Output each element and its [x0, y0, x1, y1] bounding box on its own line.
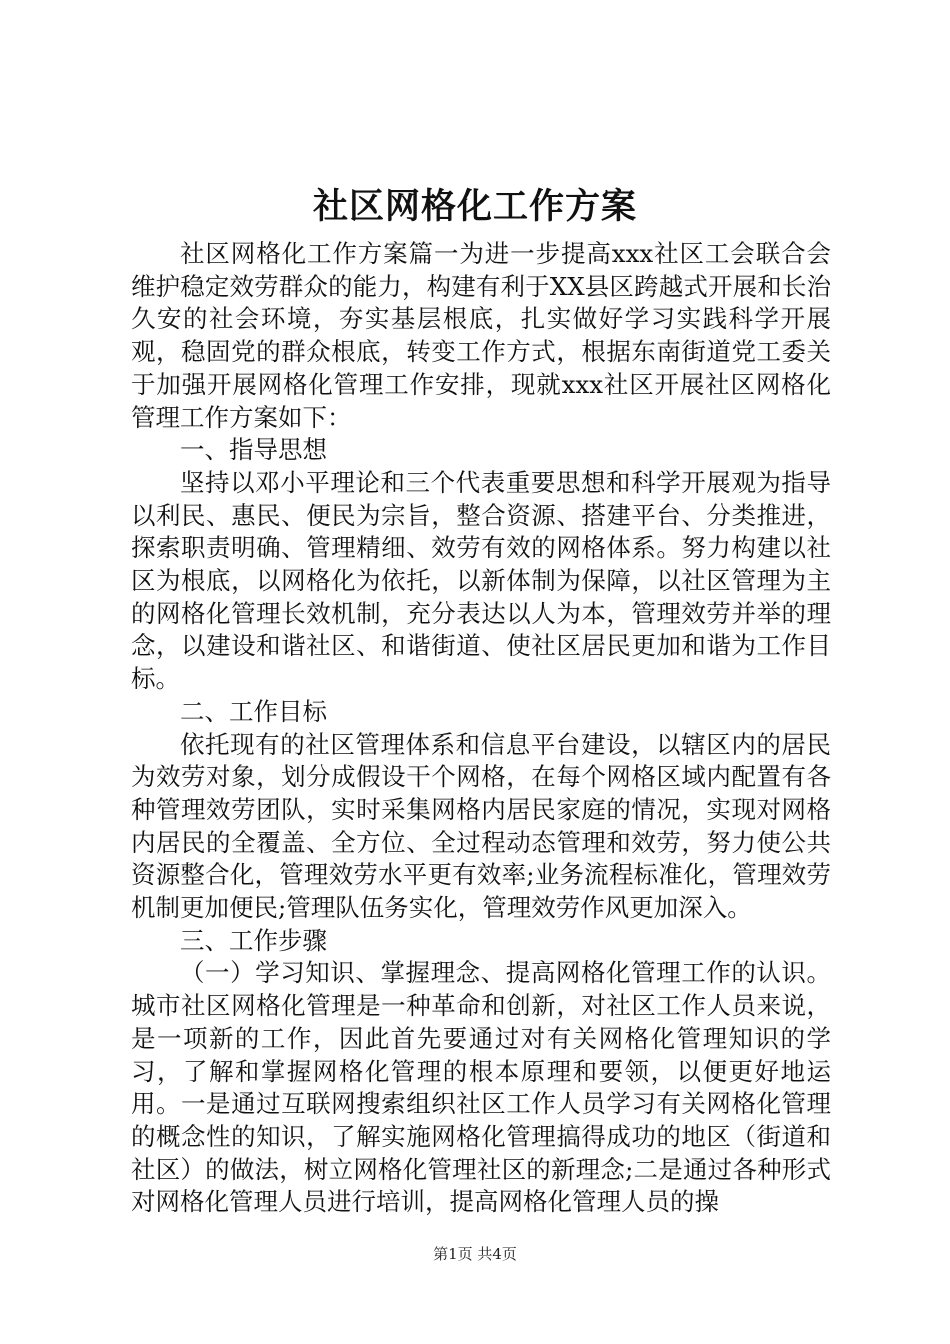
document-title: 社区网格化工作方案	[312, 186, 637, 227]
section-heading-work-steps: 三、工作步骤	[180, 925, 327, 955]
section-heading-work-goals: 二、工作目标	[180, 696, 327, 726]
page-number-footer: 第1页 共4页	[433, 1245, 517, 1263]
work-goals-paragraph: 依托现有的社区管理体系和信息平台建设，以辖区内的居民为效劳对象，划分成假设干个网格，在每个网格区域内配置有各种管理效劳团队，实时采集网格内居民家庭的情况，实现对网格内居民的全覆盖、全方位、全过程动态管理和效劳，努力使公共资源整合化，管理效劳水平更有效率;业务流程标准化，管理效劳机制更加便民;管理队伍务实化，管理效劳作风更加深入。	[131, 729, 831, 923]
section-heading-guiding-thought: 一、指导思想	[180, 435, 327, 465]
intro-paragraph: 社区网格化工作方案篇一为进一步提高xxx社区工会联合会维护稳定效劳群众的能力，构建有利于XX县区跨越式开展和长治久安的社会环境，夯实基层根底，扎实做好学习实践科学开展观，稳固党的群众根底，转变工作方式，根据东南街道党工委关于加强开展网格化管理工作安排，现就xxx社区开展社区网格化管理工作方案如下：	[131, 239, 831, 432]
work-steps-paragraph: （一）学习知识、掌握理念、提高网格化管理工作的认识。城市社区网格化管理是一种革命和创新，对社区工作人员来说，是一项新的工作，因此首先要通过对有关网格化管理知识的学习，了解和掌握网格化管理的根本原理和要领，以便更好地运用。一是通过互联网搜索组织社区工作人员学习有关网格化管理的概念性的知识，了解实施网格化管理搞得成功的地区（街道和社区）的做法，树立网格化管理社区的新理念;二是通过各种形式对网格化管理人员进行培训，提高网格化管理人员的操	[131, 958, 831, 1217]
document-body	[131, 238, 831, 1219]
guiding-thought-paragraph: 坚持以邓小平理论和三个代表重要思想和科学开展观为指导以利民、惠民、便民为宗旨，整合资源、搭建平台、分类推进，探索职责明确、管理精细、效劳有效的网格体系。努力构建以社区为根底，以网格化为依托，以新体制为保障，以社区管理为主的网格化管理长效机制，充分表达以人为本，管理效劳并举的理念，以建设和谐社区、和谐街道、使社区居民更加和谐为工作目标。	[131, 467, 831, 694]
